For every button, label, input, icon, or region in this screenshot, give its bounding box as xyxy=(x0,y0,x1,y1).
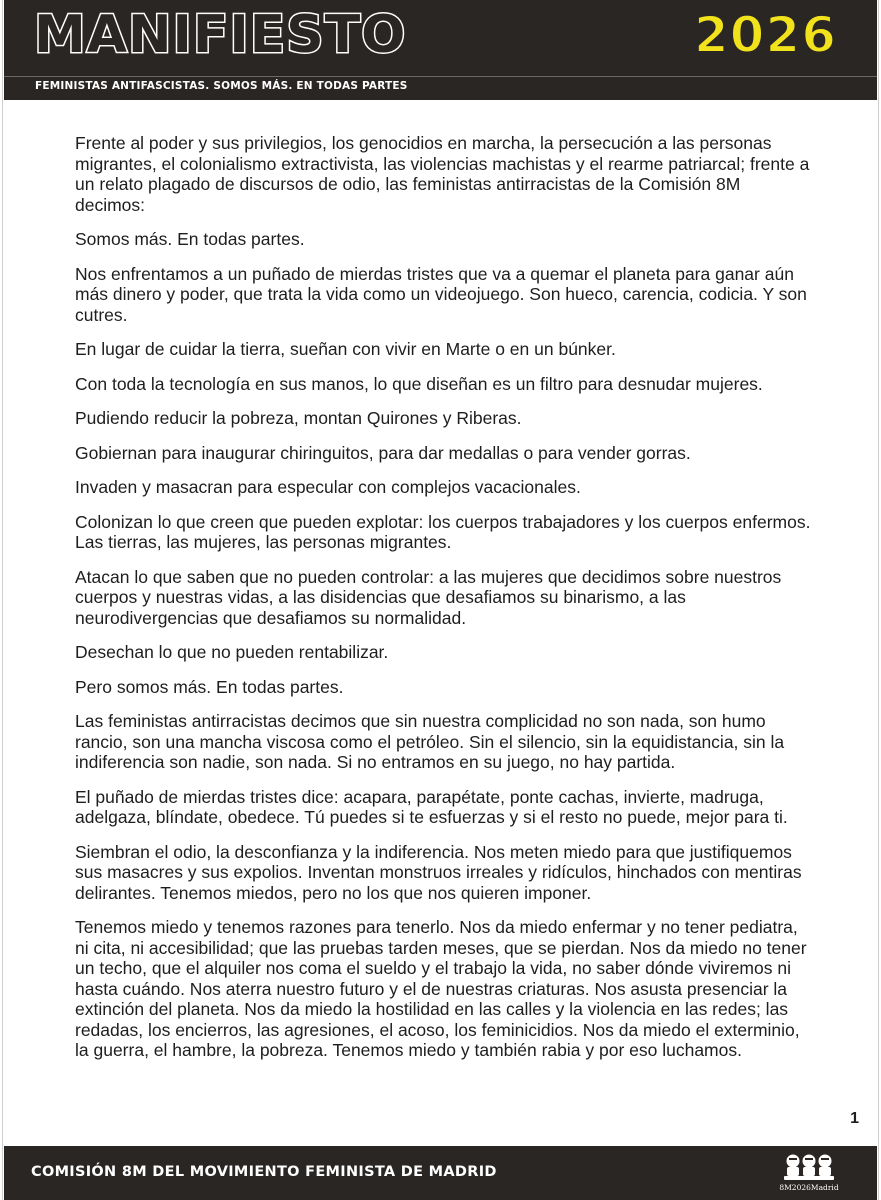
paragraph: Gobiernan para inaugurar chiringuitos, para dar medallas o para vender gorras. xyxy=(75,442,691,463)
paragraph: Pero somos más. En todas partes. xyxy=(75,676,344,697)
organization-logo xyxy=(778,1152,840,1196)
paragraph: Siembran el odio, la desconfianza y la indiferencia. Nos meten miedo para que justifiquemos sus masacres y sus expolios. Inventan monstruos irreales y ridículos, hinchados con mentiras delirantes. Tenemos miedos, pero no los que nos quieren imponer. xyxy=(75,841,802,903)
three-figures-icon xyxy=(778,1152,840,1184)
paragraph: Con toda la tecnología en sus manos, lo que diseñan es un filtro para desnudar mujeres. xyxy=(75,373,763,394)
paragraph: Pudiendo reducir la pobreza, montan Quirones y Riberas. xyxy=(75,408,522,428)
header-subtitle: FEMINISTAS ANTIFASCISTAS. SOMOS MÁS. EN TODAS PARTES xyxy=(35,80,408,92)
page-number: 1 xyxy=(850,1110,859,1127)
paragraph: Nos enfrentamos a un puñado de mierdas tristes que va a quemar el planeta para ganar aún más dinero y poder, que trata la vida como un videojuego. Son hueco, carencia, codicia. Y son cutres. xyxy=(75,263,807,325)
paragraph: Atacan lo que saben que no pueden controlar: a las mujeres que decidimos sobre nuestros cuerpos y nuestras vidas, a las disidencias que desafiamos su binarismo, a las neurodivergencias que desafiamos su normalidad. xyxy=(75,566,782,628)
paragraph: Somos más. En todas partes. xyxy=(75,229,305,249)
footer-organization: COMISIÓN 8M DEL MOVIMIENTO FEMINISTA DE MADRID xyxy=(31,1164,497,1180)
footer-bar xyxy=(4,1146,877,1200)
header-divider xyxy=(4,76,877,77)
paragraph: Desechan lo que no pueden rentabilizar. xyxy=(75,642,389,662)
paragraph: El puñado de mierdas tristes dice: acapara, parapétate, ponte cachas, invierte, madruga, adelgaza, blíndate, obedece. Tú puedes si te esfuerzas y si el resto no puede, mejor para ti. xyxy=(75,786,788,827)
paragraph: Tenemos miedo y tenemos razones para tenerlo. Nos da miedo enfermar y no tener pediatra, ni cita, ni accesibilidad; que las pruebas tarden meses, que se pierdan. Nos da miedo no tener un techo, que el alquiler nos coma el sueldo y el trabajo la vida, no saber dónde viviremos ni hasta cuándo. Nos aterra nuestro futuro y el de nuestras criaturas. Nos asusta presenciar la extinción del planeta. Nos da miedo la hostilidad en las calles y la violencia en las redes; las redadas, los encierros, las agresiones, el acoso, los feminicidios. Nos da miedo el exterminio, la guerra, el hambre, la pobreza. Tenemos miedo y también rabia y por eso luchamos. xyxy=(75,917,807,1060)
logo-wordmark: 8M2026Madrid xyxy=(779,1183,839,1192)
paragraph: En lugar de cuidar la tierra, sueñan con vivir en Marte o en un búnker. xyxy=(75,339,616,359)
paragraph: Invaden y masacran para especular con complejos vacacionales. xyxy=(75,477,581,497)
page-title: MANIFIESTO xyxy=(34,5,407,65)
paragraph: Colonizan lo que creen que pueden explotar: los cuerpos trabajadores y los cuerpos enfermos. Las tierras, las mujeres, las personas migrantes. xyxy=(75,511,811,552)
header-bar xyxy=(4,0,877,100)
manifesto-body xyxy=(75,133,815,1075)
paragraph: Las feministas antirracistas decimos que sin nuestra complicidad no son nada, son humo rancio, son una mancha viscosa como el petróleo. Sin el silencio, sin la equidistancia, sin la indiferencia son nadie, son nada. Si no entramos en su juego, no hay partida. xyxy=(75,711,785,772)
paragraph: Frente al poder y sus privilegios, los genocidios en marcha, la persecución a las personas migrantes, el colonialismo extractivista, las violencias machistas y el rearme patriarcal; frente a un relato plagado de discursos de odio, las feministas antirracistas de la Comisión 8M decimos: xyxy=(75,133,810,215)
year-badge: 2026 xyxy=(693,6,837,64)
